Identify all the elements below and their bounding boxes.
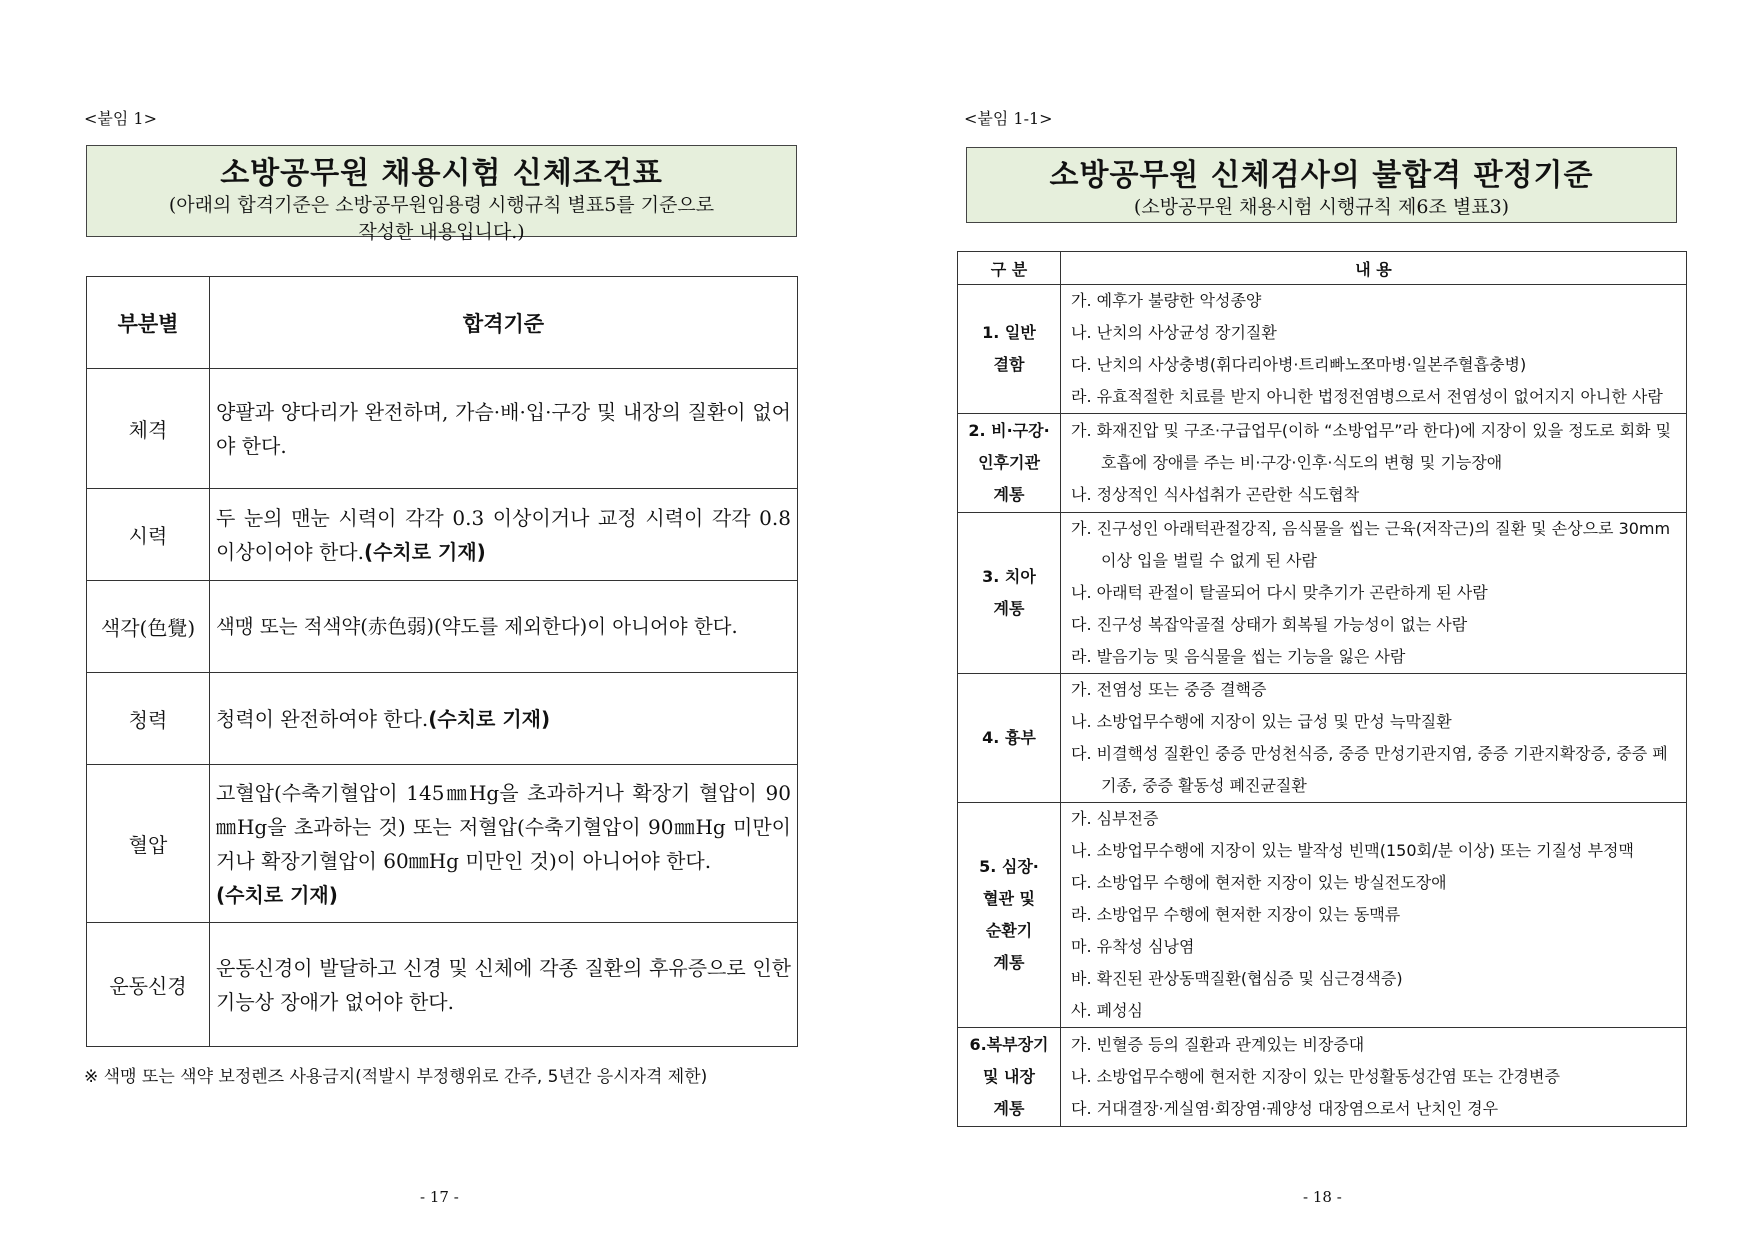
page-title-left: 소방공무원 채용시험 신체조건표	[220, 156, 663, 191]
header-category: 구 분	[958, 252, 1061, 285]
disqualification-table	[957, 251, 1687, 1127]
list-item: 바. 확진된 관상동맥질환(협심증 및 심근경색증)	[1071, 969, 1403, 988]
table-row	[958, 285, 1687, 414]
row-category: 6.복부장기 및 내장 계통	[958, 1028, 1061, 1127]
row-category: 2. 비·구강· 인후기관 계통	[958, 414, 1061, 513]
row-category: 3. 치아 계통	[958, 513, 1061, 674]
table-row	[958, 803, 1687, 1028]
row-items	[1061, 803, 1687, 1028]
row-text: 양팔과 양다리가 완전하며, 가슴·배·입·구강 및 내장의 질환이 없어야 한다.	[210, 369, 798, 489]
row-category: 운동신경	[87, 923, 210, 1047]
header-criteria: 합격기준	[210, 277, 798, 369]
list-item: 다. 비결핵성 질환인 중증 만성천식증, 중증 만성기관지염, 중증 기관지확장증, 중증 폐기종, 중증 활동성 폐진균질환	[1071, 744, 1668, 795]
table-row	[958, 414, 1687, 513]
list-item: 가. 빈혈증 등의 질환과 관계있는 비장증대	[1071, 1035, 1365, 1054]
row-category: 시력	[87, 489, 210, 581]
row-items	[1061, 1028, 1687, 1127]
criteria-table	[86, 276, 798, 1047]
header-category: 부분별	[87, 277, 210, 369]
list-item: 가. 화재진압 및 구조·구급업무(이하 “소방업무”라 한다)에 지장이 있을 정도로 회화 및 호흡에 장애를 주는 비·구강·인후·식도의 변형 및 기능장애	[1071, 421, 1672, 472]
row-items	[1061, 414, 1687, 513]
row-items	[1061, 674, 1687, 803]
attachment-label-left: <붙임 1>	[84, 109, 157, 128]
row-category: 색각(色覺)	[87, 581, 210, 673]
list-item: 나. 난치의 사상균성 장기질환	[1071, 323, 1277, 342]
row-category: 1. 일반 결함	[958, 285, 1061, 414]
row-suffix: (수치로 기재)	[428, 706, 551, 731]
table-row	[87, 489, 798, 581]
footnote: ※ 색맹 또는 색약 보정렌즈 사용금지(적발시 부정행위로 간주, 5년간 응시자격 제한)	[84, 1067, 708, 1087]
list-item: 라. 유효적절한 치료를 받지 아니한 법정전염병으로서 전염성이 없어지지 아니한 사람	[1071, 387, 1663, 406]
table-row	[87, 765, 798, 923]
page-number-right: - 18 -	[1303, 1188, 1342, 1206]
list-item: 가. 진구성인 아래턱관절강직, 음식물을 씹는 근육(저작근)의 질환 및 손상으로 30mm 이상 입을 벌릴 수 없게 된 사람	[1071, 519, 1671, 570]
row-category: 혈압	[87, 765, 210, 923]
row-items	[1061, 513, 1687, 674]
table-row	[87, 581, 798, 673]
list-item: 마. 유착성 심낭염	[1071, 937, 1195, 956]
list-item: 다. 소방업무 수행에 현저한 지장이 있는 방실전도장애	[1071, 873, 1447, 892]
list-item: 라. 발음기능 및 음식물을 씹는 기능을 잃은 사람	[1071, 647, 1406, 666]
list-item: 나. 소방업무수행에 지장이 있는 급성 및 만성 늑막질환	[1071, 712, 1452, 731]
table-row	[958, 1028, 1687, 1127]
row-text: 색맹 또는 적색약(赤色弱)(약도를 제외한다)이 아니어야 한다.	[210, 581, 798, 673]
list-item: 가. 예후가 불량한 악성종양	[1071, 291, 1262, 310]
attachment-label-right: <붙임 1-1>	[964, 109, 1053, 128]
row-category: 4. 흉부	[958, 674, 1061, 803]
table-row	[87, 923, 798, 1047]
list-item: 나. 아래턱 관절이 탈골되어 다시 맞추기가 곤란하게 된 사람	[1071, 583, 1488, 602]
row-category: 청력	[87, 673, 210, 765]
subtitle-line2-left: 작성한 내용입니다.)	[358, 221, 525, 243]
list-item: 다. 난치의 사상충병(휘다리아병·트리빠노쪼마병·일본주혈흡충병)	[1071, 355, 1527, 374]
title-box-right	[966, 147, 1677, 223]
table-row	[87, 673, 798, 765]
row-suffix: (수치로 기재)	[363, 539, 486, 564]
subtitle-line1-left: (아래의 합격기준은 소방공무원임용령 시행규칙 별표5를 기준으로	[168, 194, 715, 216]
table-row	[87, 369, 798, 489]
list-item: 나. 소방업무수행에 현저한 지장이 있는 만성활동성간염 또는 간경변증	[1071, 1067, 1560, 1086]
list-item: 다. 진구성 복잡악골절 상태가 회복될 가능성이 없는 사람	[1071, 615, 1468, 634]
list-item: 나. 정상적인 식사섭취가 곤란한 식도협착	[1071, 485, 1360, 504]
table-row	[958, 674, 1687, 803]
row-text: 청력이 완전하여야 한다.(수치로 기재)	[210, 673, 798, 765]
list-item: 사. 폐성심	[1071, 1001, 1143, 1020]
row-items	[1061, 285, 1687, 414]
header-content: 내 용	[1061, 252, 1687, 285]
list-item: 라. 소방업무 수행에 현저한 지장이 있는 동맥류	[1071, 905, 1401, 924]
row-category: 5. 심장· 혈관 및 순환기 계통	[958, 803, 1061, 1028]
row-suffix: (수치로 기재)	[216, 882, 338, 907]
row-text: 고혈압(수축기혈압이 145㎜Hg을 초과하거나 확장기 혈압이 90㎜Hg을 초과하는 것) 또는 저혈압(수축기혈압이 90㎜Hg 미만이거나 확장기혈압이 60㎜Hg 미만인 것)이 아니어야 한다. (수치로 기재)	[210, 765, 798, 923]
row-text: 두 눈의 맨눈 시력이 각각 0.3 이상이거나 교정 시력이 각각 0.8 이상이어야 한다.(수치로 기재)	[210, 489, 798, 581]
row-text: 운동신경이 발달하고 신경 및 신체에 각종 질환의 후유증으로 인한 기능상 장애가 없어야 한다.	[210, 923, 798, 1047]
list-item: 가. 전염성 또는 중증 결핵증	[1071, 680, 1267, 699]
page-title-right: 소방공무원 신체검사의 불합격 판정기준	[1049, 158, 1594, 193]
list-item: 가. 심부전증	[1071, 809, 1159, 828]
list-item: 나. 소방업무수행에 지장이 있는 발작성 빈맥(150회/분 이상) 또는 기질성 부정맥	[1071, 841, 1634, 860]
page-number-left: - 17 -	[420, 1188, 459, 1206]
subtitle-right: (소방공무원 채용시험 시행규칙 제6조 별표3)	[1133, 196, 1510, 218]
table-row	[958, 513, 1687, 674]
list-item: 다. 거대결장·게실염·회장염·궤양성 대장염으로서 난치인 경우	[1071, 1099, 1499, 1118]
title-box-left	[86, 145, 797, 243]
row-category: 체격	[87, 369, 210, 489]
